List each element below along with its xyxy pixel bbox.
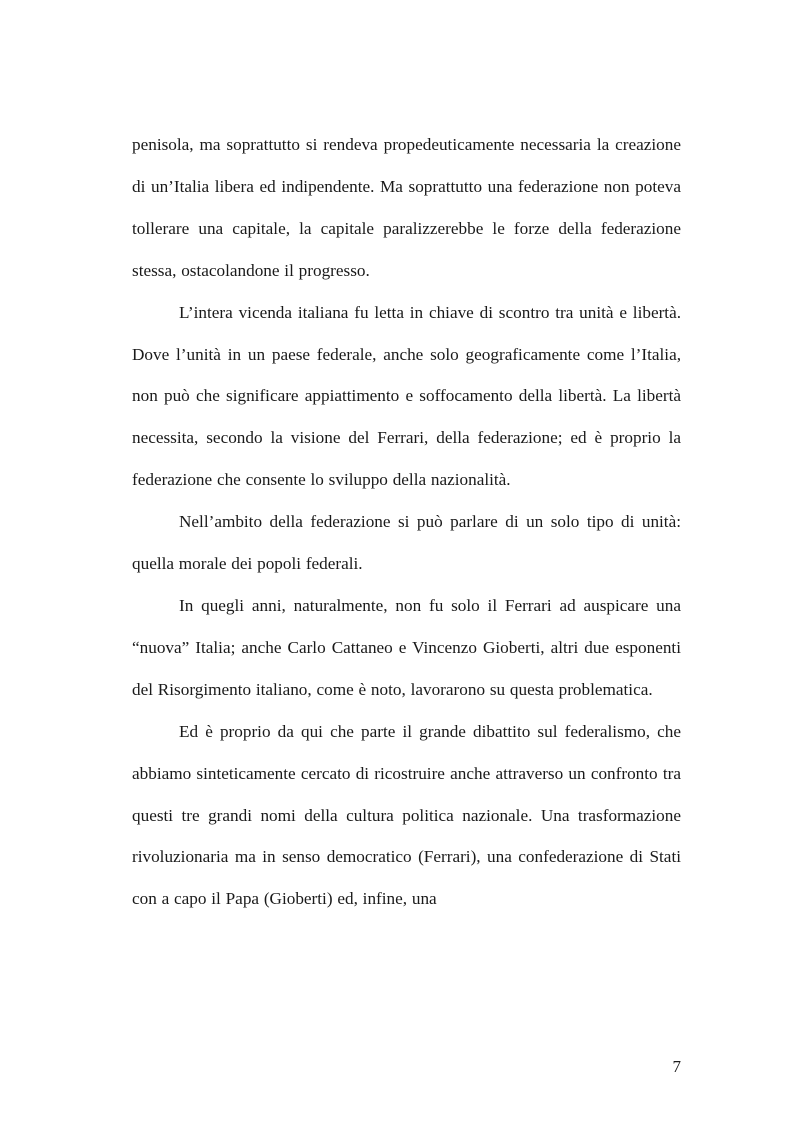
paragraph-4: In quegli anni, naturalmente, non fu solo il Ferrari ad auspicare una “nuova” Italia; anche Carlo Cattaneo e Vincenzo Gioberti, altri due esponenti del Risorgimento italiano, come è noto, lavorarono su questa problematica. <box>132 595 681 699</box>
paragraph-1: penisola, ma soprattutto si rendeva propedeuticamente necessaria la creazione di un’Italia libera ed indipendente. Ma soprattutto una federazione non poteva tollerare una capitale, la capitale paralizzerebbe le forze della federazione stessa, ostacolandone il progresso. <box>132 135 681 280</box>
paragraph-2: L’intera vicenda italiana fu letta in chiave di scontro tra unità e libertà. Dove l’unità in un paese federale, anche solo geograficamente come l’Italia, non può che significare appiattimento e soffocamento della libertà. La libertà necessita, secondo la visione del Ferrari, della federazione; ed è proprio la federazione che consente lo sviluppo della nazionalità. <box>132 302 681 490</box>
paragraph-3: Nell’ambito della federazione si può parlare di un solo tipo di unità: quella morale dei popoli federali. <box>132 512 681 574</box>
page-number: 7 <box>672 1057 681 1076</box>
body-text <box>132 124 681 920</box>
paragraph-5: Ed è proprio da qui che parte il grande dibattito sul federalismo, che abbiamo sinteticamente cercato di ricostruire anche attraverso un confronto tra questi tre grandi nomi della cultura politica nazionale. Una trasformazione rivoluzionaria ma in senso democratico (Ferrari), una confederazione di Stati con a capo il Papa (Gioberti) ed, infine, una <box>132 721 681 909</box>
